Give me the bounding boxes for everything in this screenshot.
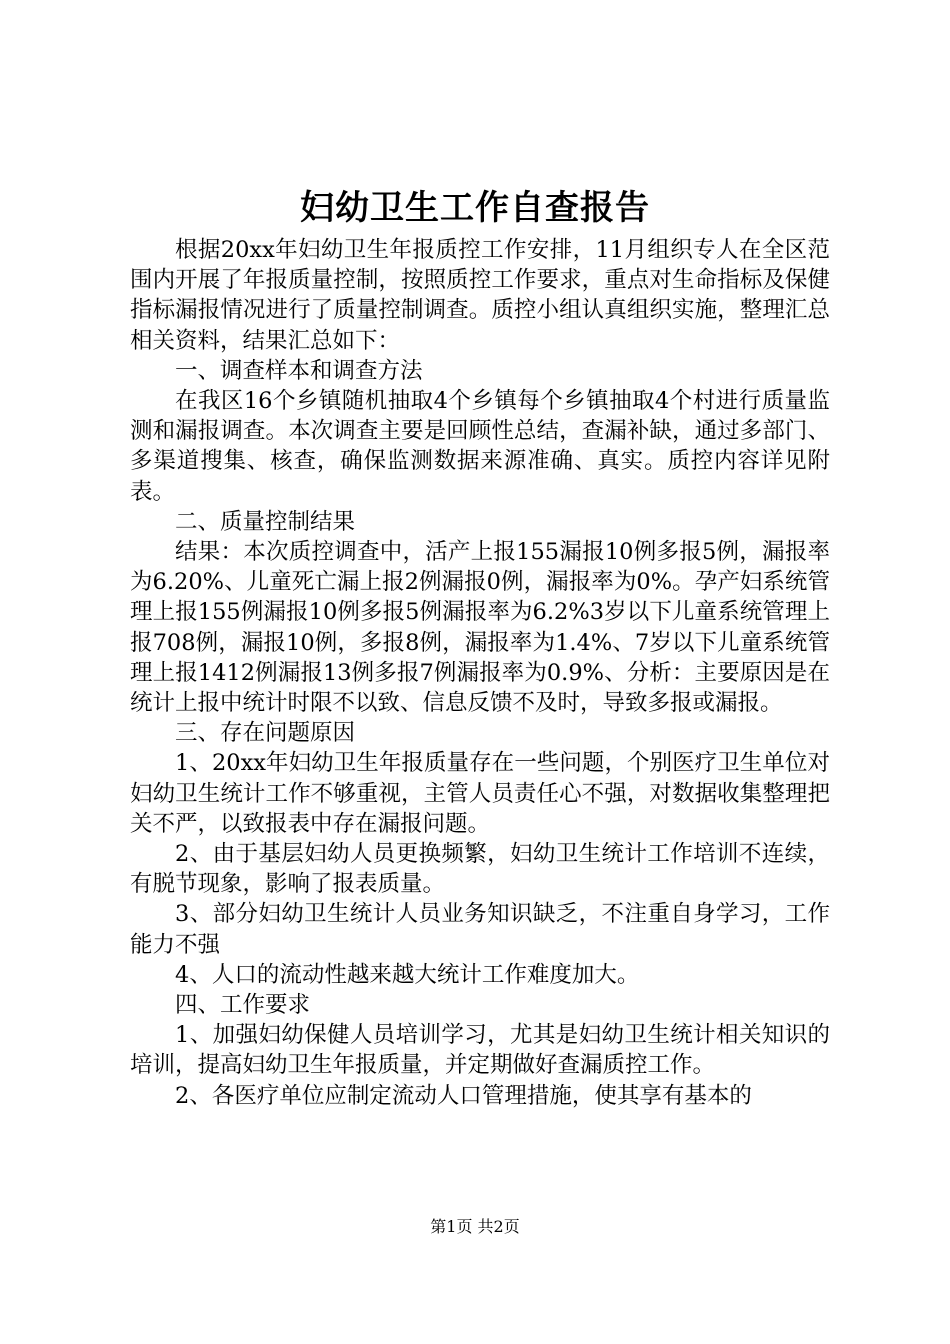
paragraph-problem-2: 2、由于基层妇幼人员更换频繁，妇幼卫生统计工作培训不连续，有脱节现象，影响了报表质量。 — [130, 841, 830, 898]
section-heading-2: 二、质量控制结果 — [175, 508, 356, 535]
document-body — [130, 235, 830, 1111]
section-heading-1: 一、调查样本和调查方法 — [175, 357, 423, 384]
document-title: 妇幼卫生工作自查报告 — [300, 188, 650, 228]
paragraph-problem-1: 1、20xx年妇幼卫生年报质量存在一些问题，个别医疗卫生单位对妇幼卫生统计工作不够重视，主管人员责任心不强，对数据收集整理把关不严，以致报表中存在漏报问题。 — [130, 750, 830, 837]
section-heading-4: 四、工作要求 — [175, 992, 311, 1019]
paragraph-method: 在我区16个乡镇随机抽取4个乡镇每个乡镇抽取4个村进行质量监测和漏报调查。本次调查主要是回顾性总结，查漏补缺，通过多部门、多渠道搜集、核查，确保监测数据来源准确、真实。质控内容详见附表。 — [130, 388, 830, 505]
paragraph-requirement-2: 2、各医疗单位应制定流动人口管理措施，使其享有基本的 — [175, 1082, 752, 1109]
paragraph-problem-3: 3、部分妇幼卫生统计人员业务知识缺乏，不注重自身学习，工作能力不强 — [130, 901, 830, 958]
paragraph-requirement-1: 1、加强妇幼保健人员培训学习，尤其是妇幼卫生统计相关知识的培训，提高妇幼卫生年报质量，并定期做好查漏质控工作。 — [130, 1022, 830, 1079]
paragraph-problem-4: 4、人口的流动性越来越大统计工作难度加大。 — [175, 961, 640, 988]
page-footer: 第1页 共2页 — [430, 1217, 520, 1236]
paragraph-intro: 根据20xx年妇幼卫生年报质控工作安排，11月组织专人在全区范围内开展了年报质量控制，按照质控工作要求，重点对生命指标及保健指标漏报情况进行了质量控制调查。质控小组认真组织实施，整理汇总相关资料，结果汇总如下： — [130, 237, 830, 354]
paragraph-results: 结果：本次质控调查中，活产上报155漏报10例多报5例，漏报率为6.20%、儿童死亡漏上报2例漏报0例，漏报率为0%。孕产妇系统管理上报155例漏报10例多报5例漏报率为6.2%3岁以下儿童系统管理上报708例，漏报10例，多报8例，漏报率为1.4%、7岁以下儿童系统管理上报1412例漏报13例多报7例漏报率为0.9%、分析：主要原因是在统计上报中统计时限不以致、信息反馈不及时，导致多报或漏报。 — [130, 539, 830, 717]
section-heading-3: 三、存在问题原因 — [175, 720, 356, 747]
